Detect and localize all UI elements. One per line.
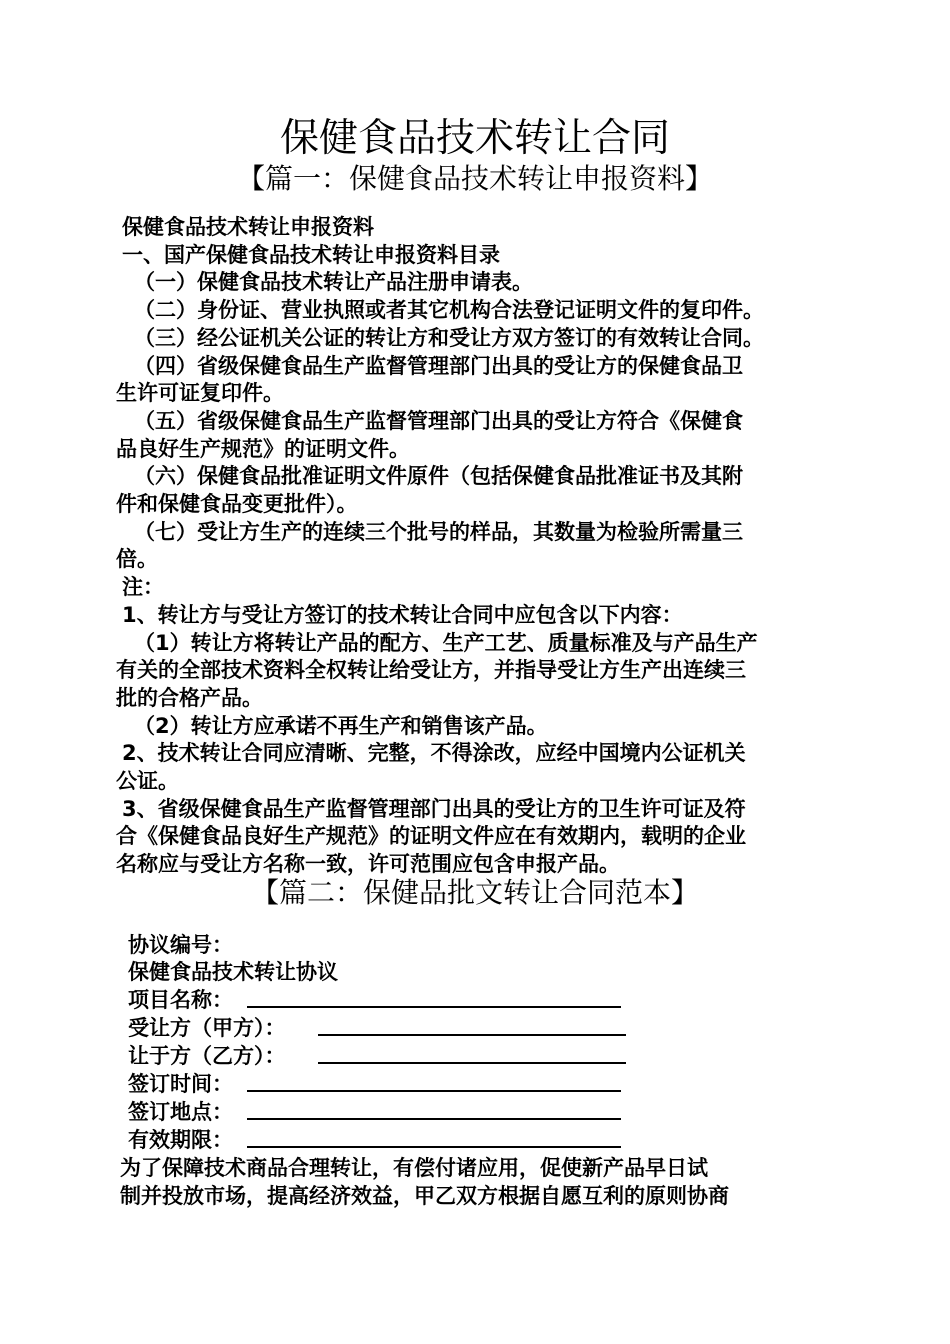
list-item: （四）省级保健食品生产监督管理部门出具的受让方的保健食品卫	[134, 353, 743, 378]
signing-date-blank	[247, 1090, 621, 1092]
note-subitem: （2）转让方应承诺不再生产和销售该产品。	[134, 713, 548, 738]
note-subitem: （1）转让方将转让产品的配方、生产工艺、质量标准及与产品生产	[134, 630, 758, 655]
list-item-cont: 生许可证复印件。	[116, 381, 284, 406]
list-item-cont: 品良好生产规范》的证明文件。	[116, 436, 410, 461]
agreement-paragraph-line: 制并投放市场，提高经济效益，甲乙双方根据自愿互利的原则协商	[120, 1184, 729, 1208]
note-subitem-cont: 有关的全部技术资料全权转让给受让方，并指导受让方生产出连续三	[116, 658, 746, 683]
note-item-cont: 公证。	[116, 769, 179, 794]
validity-blank	[247, 1146, 621, 1148]
note-item-cont: 名称应与受让方名称一致，许可范围应包含申报产品。	[116, 852, 620, 877]
list-item: （三）经公证机关公证的转让方和受让方双方签订的有效转让合同。	[134, 325, 764, 350]
project-name-blank	[247, 1006, 621, 1008]
agreement-title: 保健食品技术转让协议	[128, 960, 338, 984]
transferee-label: 受让方（甲方）：	[128, 1016, 286, 1040]
note-item: 3、省级保健食品生产监督管理部门出具的受让方的卫生许可证及符	[122, 796, 746, 821]
signing-place-label: 签订地点：	[128, 1100, 233, 1124]
transferor-blank	[318, 1062, 626, 1064]
transferor-label: 让于方（乙方）：	[128, 1044, 286, 1068]
project-name-label: 项目名称：	[128, 988, 233, 1012]
note-item-cont: 合《保健食品良好生产规范》的证明文件应在有效期内，载明的企业	[116, 824, 746, 849]
note-item: 2、技术转让合同应清晰、完整，不得涂改，应经中国境内公证机关	[122, 741, 746, 766]
note-subitem-cont: 批的合格产品。	[116, 685, 263, 710]
list-item: （五）省级保健食品生产监督管理部门出具的受让方符合《保健食	[134, 408, 743, 433]
list-item: （二）身份证、营业执照或者其它机构合法登记证明文件的复印件。	[134, 298, 764, 323]
list-item: （六）保健食品批准证明文件原件（包括保健食品批准证书及其附	[134, 464, 743, 489]
document-title: 保健食品技术转让合同	[279, 116, 670, 161]
list-item: （一）保健食品技术转让产品注册申请表。	[134, 270, 533, 295]
section-title: 保健食品技术转让申报资料	[122, 215, 374, 239]
part1-heading: 【篇一：保健食品技术转让申报资料】	[236, 162, 713, 195]
list-item: （七）受让方生产的连续三个批号的样品，其数量为检验所需量三	[134, 519, 743, 544]
signing-date-label: 签订时间：	[128, 1072, 233, 1096]
transferee-blank	[318, 1034, 626, 1036]
list-item-cont: 件和保健食品变更批件）。	[116, 492, 358, 517]
agreement-paragraph-line: 为了保障技术商品合理转让，有偿付诸应用，促使新产品早日试	[120, 1156, 708, 1180]
list-heading: 一、国产保健食品技术转让申报资料目录	[122, 242, 500, 267]
note-label: 注：	[122, 575, 164, 600]
signing-place-blank	[247, 1118, 621, 1120]
agreement-number-label: 协议编号：	[128, 933, 233, 957]
note-item: 1、转让方与受让方签订的技术转让合同中应包含以下内容：	[122, 602, 683, 627]
part1-body	[116, 214, 836, 879]
list-item-cont: 倍。	[116, 547, 158, 572]
validity-label: 有效期限：	[128, 1128, 233, 1152]
part2-heading: 【篇二：保健品批文转让合同范本】	[250, 876, 699, 909]
